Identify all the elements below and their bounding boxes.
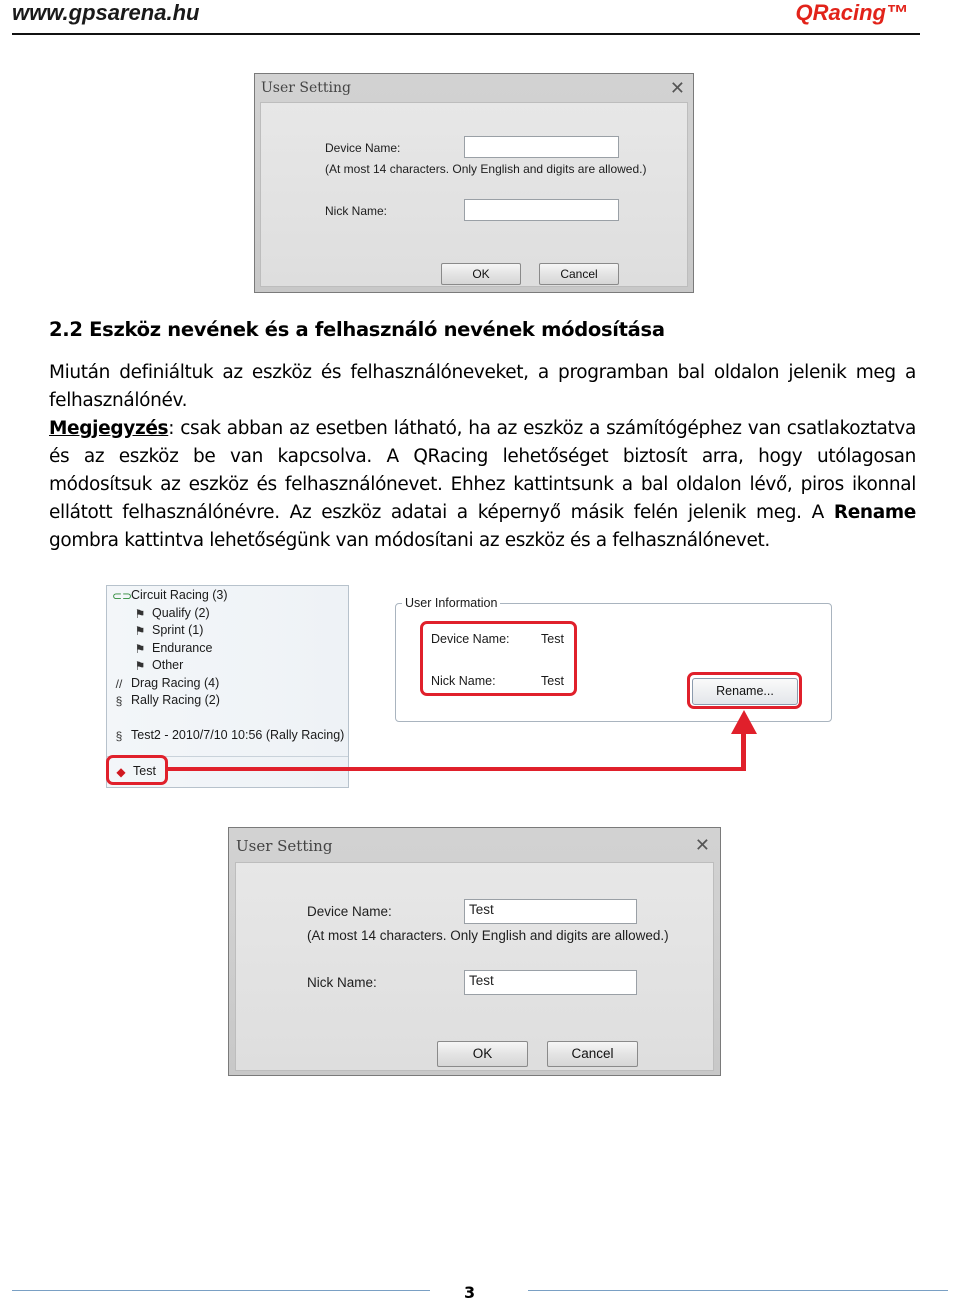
rename-keyword: Rename: [833, 502, 916, 523]
tree-item-session[interactable]: § Test2 - 2010/7/10 10:56 (Rally Racing): [112, 728, 344, 742]
note-text: : csak abban az esetben látható, ha az eszköz a számítógéphez van csatlakoztatva és az eszköz be van kapcsolva. A QRacing lehetőséget biztosít arra, hogy utólagosan módosítsuk az eszköz és felhasználónevet. Ehhez kattintsunk a bal oldalon lévő, piros ikonnal ellátott felhasználónévre. Az eszköz adatai a képernyő másik felén jelenik meg. A: [49, 418, 916, 523]
flag-icon: ⚑: [134, 659, 146, 673]
connector-horizontal: [168, 767, 746, 771]
page-number: 3: [464, 1283, 476, 1301]
dialog-title: User Setting: [236, 837, 333, 855]
rally-icon: §: [115, 694, 123, 708]
connector-vertical: [741, 733, 746, 771]
close-icon[interactable]: ✕: [669, 78, 685, 99]
rally-icon: §: [115, 729, 123, 743]
nick-name-input[interactable]: Test: [464, 970, 637, 995]
note-label: Megjegyzés: [49, 418, 169, 439]
tree-item-user[interactable]: ◆ Test: [114, 764, 156, 778]
tree-item-qualify[interactable]: ⚑ Qualify (2): [134, 606, 210, 621]
brand-name: QRacing™: [795, 0, 908, 25]
ok-button[interactable]: OK: [437, 1041, 528, 1067]
user-information-legend: User Information: [402, 596, 500, 610]
user-setting-dialog-filled: [228, 827, 721, 1076]
info-nick-label: Nick Name:: [431, 674, 496, 688]
dialog-body: [235, 862, 714, 1071]
highlight-rename: [687, 672, 802, 709]
nick-name-label: Nick Name:: [307, 975, 377, 990]
footer-rule-left: [12, 1290, 430, 1291]
flag-icon: ⚑: [134, 624, 146, 638]
arrow-up-icon: [731, 710, 757, 736]
paragraph-intro: Miután definiáltuk az eszköz és felhasználóneveket, a programban bal oldalon jelenik meg a felhasználónév.: [49, 362, 916, 411]
info-device-value: Test: [541, 632, 564, 646]
tree-item-drag[interactable]: // Drag Racing (4): [112, 676, 219, 690]
red-user-icon: ◆: [116, 765, 126, 779]
cancel-button[interactable]: Cancel: [547, 1041, 638, 1067]
dialog-title: User Setting: [261, 80, 351, 96]
header-rule: [12, 33, 920, 35]
nick-name-input[interactable]: [464, 199, 619, 221]
ok-button[interactable]: OK: [441, 263, 521, 285]
note-text-end: gombra kattintva lehetőségünk van módosítani az eszköz és a felhasználónevet.: [49, 530, 770, 551]
info-device-label: Device Name:: [431, 632, 510, 646]
tree-item-circuit[interactable]: ⊂⊃Circuit Racing (3): [112, 588, 228, 603]
site-url: www.gpsarena.hu: [12, 0, 200, 25]
circuit-icon: ⊂⊃: [112, 589, 133, 603]
flag-icon: ⚑: [134, 607, 146, 621]
highlight-user-item: [106, 755, 168, 785]
tree-item-other[interactable]: ⚑ Other: [134, 658, 184, 673]
length-hint: (At most 14 characters. Only English and digits are allowed.): [325, 162, 647, 176]
cancel-button[interactable]: Cancel: [539, 263, 619, 285]
info-nick-value: Test: [541, 674, 564, 688]
close-icon[interactable]: ✕: [694, 835, 710, 856]
tree-item-rally[interactable]: § Rally Racing (2): [112, 693, 220, 707]
drag-icon: //: [115, 677, 123, 691]
device-name-label: Device Name:: [325, 141, 401, 155]
tree-item-sprint[interactable]: ⚑ Sprint (1): [134, 623, 204, 638]
device-name-input[interactable]: Test: [464, 899, 637, 924]
device-name-input[interactable]: [464, 136, 619, 158]
highlight-user-info: [420, 621, 577, 696]
user-setting-dialog-empty: [254, 73, 694, 293]
tree-item-endurance[interactable]: ⚑ Endurance: [134, 641, 213, 656]
footer-rule-right: [528, 1290, 948, 1291]
length-hint: (At most 14 characters. Only English and digits are allowed.): [307, 928, 669, 943]
device-name-label: Device Name:: [307, 904, 392, 919]
flag-icon: ⚑: [134, 642, 146, 656]
rename-button[interactable]: Rename...: [692, 678, 798, 705]
section-heading: 2.2 Eszköz nevének és a felhasználó nevének módosítása: [49, 318, 665, 341]
nick-name-label: Nick Name:: [325, 204, 388, 218]
dialog-body: [260, 102, 688, 287]
paragraph-note: [49, 415, 916, 555]
